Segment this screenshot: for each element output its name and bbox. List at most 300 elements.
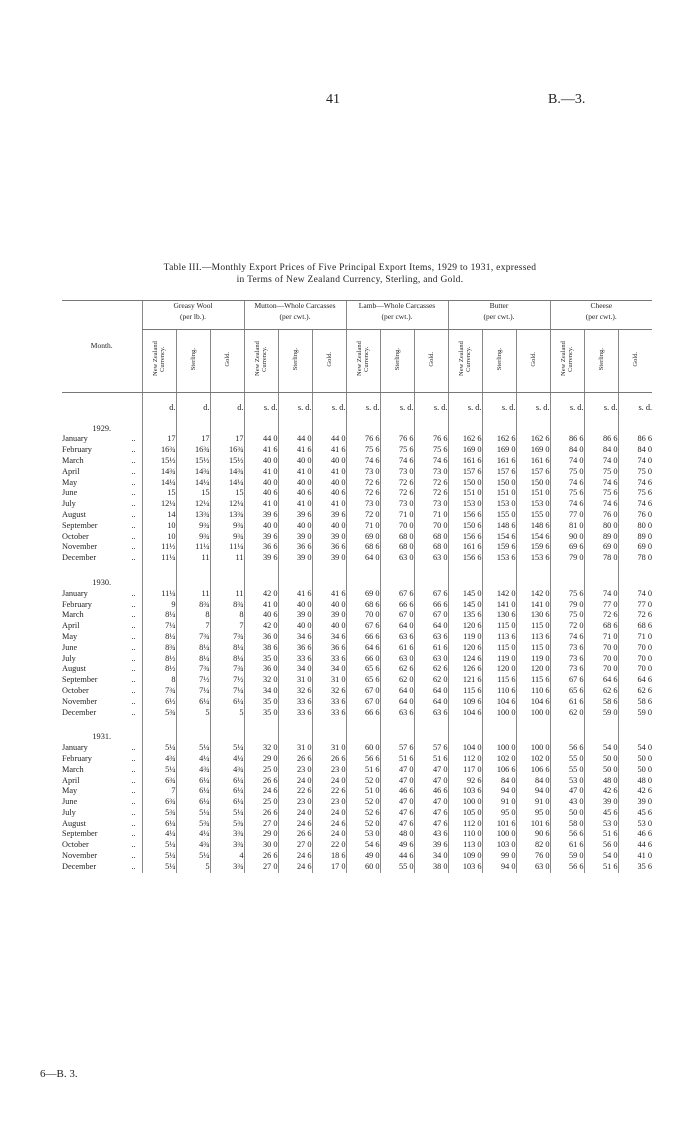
blank-cell [312,718,346,743]
value-cell: 105 0 [448,808,482,819]
year-row [62,414,652,435]
group-header [244,301,346,330]
sub-header [244,330,278,393]
value-cell: 86 6 [550,434,584,445]
value-cell: 73 0 [414,499,448,510]
blank-cell [618,414,652,435]
value-cell: 40 0 [244,456,278,467]
value-cell: 86 6 [618,434,652,445]
value-cell: 13¾ [210,510,244,521]
value-cell: 5 [176,862,210,873]
month-label [62,499,142,510]
value-cell: 47 0 [380,797,414,808]
value-cell: 22 6 [278,786,312,797]
value-cell: 26 6 [244,808,278,819]
leader-dots: .. [131,685,136,695]
value-cell: 77 0 [584,600,618,611]
value-cell: 48 0 [618,776,652,787]
blank-cell [176,564,210,589]
group-header [448,301,550,330]
value-cell: 29 0 [244,829,278,840]
value-cell: 51 6 [380,754,414,765]
value-cell: 115 0 [516,643,550,654]
value-cell: 63 6 [380,632,414,643]
value-cell: 26 6 [312,754,346,765]
blank-cell [380,564,414,589]
sub-header [550,330,584,393]
value-cell: 145 0 [448,600,482,611]
month-name: August [62,664,86,674]
value-cell: 150 0 [516,478,550,489]
value-cell: 153 6 [482,553,516,564]
group-unit: (per cwt.). [483,311,515,321]
value-cell: 32 6 [312,686,346,697]
month-label [62,776,142,787]
blank-cell [278,414,312,435]
value-cell: 7¼ [142,621,176,632]
month-label [62,862,142,873]
value-cell: 70 0 [584,664,618,675]
value-cell: 73 6 [550,664,584,675]
leader-dots: .. [131,531,136,541]
value-cell: 35 0 [244,654,278,665]
value-cell: 45 6 [618,808,652,819]
value-cell: 34 6 [278,632,312,643]
blank-cell [380,718,414,743]
month-name: December [62,861,97,871]
value-cell: 155 0 [516,510,550,521]
value-cell: 75 6 [380,445,414,456]
value-cell: 74 6 [380,456,414,467]
value-cell: 17 [210,434,244,445]
month-name: February [62,599,92,609]
month-name: October [62,685,89,695]
value-cell: 58 0 [550,819,584,830]
value-cell: 100 0 [448,797,482,808]
month-label [62,675,142,686]
value-cell: 76 6 [414,434,448,445]
month-name: April [62,621,80,631]
value-cell: 69 0 [346,589,380,600]
value-cell: 161 6 [448,542,482,553]
value-cell: 17 [142,434,176,445]
month-name: February [62,753,92,763]
value-cell: 67 0 [346,697,380,708]
value-cell: 47 0 [380,765,414,776]
value-cell: 4¼ [210,754,244,765]
value-cell: 7½ [210,675,244,686]
table-row [62,708,652,719]
value-cell: 7½ [176,675,210,686]
value-cell: 5¼ [142,765,176,776]
value-cell: 8¼ [210,654,244,665]
value-cell: 8¼ [210,643,244,654]
value-cell: 150 0 [448,478,482,489]
value-cell: 9¾ [210,521,244,532]
value-cell: 67 6 [550,675,584,686]
value-cell: 8 [142,675,176,686]
month-name: June [62,488,78,498]
value-cell: 104 6 [482,697,516,708]
leader-dots: .. [131,664,136,674]
sub-header [312,330,346,393]
month-name: August [62,818,86,828]
value-cell: 109 0 [448,851,482,862]
table-row [62,829,652,840]
blank-cell [482,414,516,435]
table-row [62,840,652,851]
table-row [62,553,652,564]
value-cell: 120 0 [516,664,550,675]
value-cell: 159 6 [482,542,516,553]
value-cell: 82 0 [516,840,550,851]
sub-header-label: New Zealand Currency. [356,341,371,377]
group-name: Mutton—Whole Carcasses [254,301,336,310]
table-row [62,499,652,510]
value-cell: 72 6 [414,488,448,499]
value-cell: 70 0 [346,610,380,621]
group-name: Lamb—Whole Carcasses [358,301,436,310]
sub-header [142,330,176,393]
blank-cell [414,414,448,435]
month-label [62,643,142,654]
value-cell: 8 [210,610,244,621]
value-cell: 142 0 [482,589,516,600]
leader-dots: .. [131,653,136,663]
month-name: October [62,531,89,541]
table-row [62,610,652,621]
value-cell: 11¼ [210,542,244,553]
value-cell: 11 [210,553,244,564]
value-cell: 5¾ [142,808,176,819]
value-cell: 8¾ [210,600,244,611]
value-cell: 63 0 [414,553,448,564]
month-label [62,632,142,643]
value-cell: 33 6 [278,708,312,719]
value-cell: 67 0 [380,610,414,621]
value-cell: 72 6 [414,478,448,489]
value-cell: 47 6 [414,808,448,819]
value-cell: 8¼ [176,654,210,665]
value-cell: 24 6 [278,862,312,873]
value-cell: 74 0 [618,589,652,600]
value-cell: 14¾ [142,467,176,478]
value-cell: 4¾ [176,765,210,776]
sub-header [448,330,482,393]
value-cell: 100 0 [482,829,516,840]
leader-dots: .. [131,696,136,706]
value-cell: 12¼ [176,499,210,510]
group-unit: (per cwt.). [585,311,617,321]
value-cell: 112 0 [448,819,482,830]
value-cell: 154 6 [482,532,516,543]
group-unit: (per cwt.). [381,311,413,321]
leader-dots: .. [131,553,136,563]
unit-cell: s. d. [346,392,380,413]
blank-cell [176,414,210,435]
leader-dots: .. [131,753,136,763]
value-cell: 113 0 [448,840,482,851]
value-cell: 33 6 [278,697,312,708]
value-cell: 12¼ [142,499,176,510]
value-cell: 24 6 [278,851,312,862]
leader-dots: .. [131,861,136,871]
blank-cell [312,564,346,589]
value-cell: 63 6 [380,708,414,719]
month-name: November [62,542,98,552]
value-cell: 84 0 [482,776,516,787]
value-cell: 92 6 [448,776,482,787]
value-cell: 115 6 [448,686,482,697]
month-name: June [62,797,78,807]
month-name: May [62,786,78,796]
sub-header-label: Gold. [223,351,231,367]
value-cell: 75 6 [550,488,584,499]
table-row [62,456,652,467]
value-cell: 60 0 [346,743,380,754]
value-cell: 15 [176,488,210,499]
table-row [62,434,652,445]
value-cell: 115 6 [516,675,550,686]
value-cell: 58 6 [618,697,652,708]
month-label [62,589,142,600]
value-cell: 115 0 [482,643,516,654]
blank-cell [346,414,380,435]
value-cell: 40 0 [278,621,312,632]
value-cell: 39 6 [244,510,278,521]
month-name: April [62,466,80,476]
sub-header-label: New Zealand Currency. [458,341,473,377]
value-cell: 52 6 [346,808,380,819]
value-cell: 39 6 [244,532,278,543]
value-cell: 5¼ [142,862,176,873]
value-cell: 69 0 [584,542,618,553]
value-cell: 90 6 [516,829,550,840]
sub-header-label: New Zealand Currency. [152,341,166,377]
sub-header-label: Sterling. [291,347,299,371]
month-header: Month. [62,301,142,393]
value-cell: 35 6 [618,862,652,873]
value-cell: 25 0 [244,797,278,808]
value-cell: 15½ [142,456,176,467]
table-row [62,697,652,708]
year-label: 1929. [92,423,112,433]
sub-header-label: Sterling. [393,347,401,371]
value-cell: 45 6 [584,808,618,819]
month-label [62,654,142,665]
month-label [62,488,142,499]
value-cell: 71 0 [380,510,414,521]
leader-dots: .. [131,499,136,509]
value-cell: 161 6 [516,456,550,467]
value-cell: 74 0 [584,456,618,467]
leader-dots: .. [131,797,136,807]
page-reference: B.—3. [548,92,586,107]
value-cell: 57 6 [380,743,414,754]
month-name: July [62,807,76,817]
value-cell: 47 0 [380,776,414,787]
value-cell: 84 0 [550,445,584,456]
blank-cell [244,718,278,743]
table-row [62,797,652,808]
month-label [62,521,142,532]
value-cell: 50 0 [550,808,584,819]
table-row [62,776,652,787]
group-name: Cheese [590,301,613,310]
value-cell: 5¼ [142,743,176,754]
value-cell: 115 6 [482,675,516,686]
value-cell: 47 0 [414,797,448,808]
value-cell: 26 6 [244,776,278,787]
month-name: September [62,829,98,839]
value-cell: 141 0 [482,600,516,611]
value-cell: 5¼ [210,808,244,819]
value-cell: 40 0 [244,478,278,489]
month-label [62,553,142,564]
value-cell: 14¼ [176,478,210,489]
blank-cell [482,564,516,589]
month-name: February [62,445,92,455]
value-cell: 77 0 [618,600,652,611]
value-cell: 130 6 [482,610,516,621]
value-cell: 150 6 [448,521,482,532]
value-cell: 150 0 [482,478,516,489]
value-cell: 71 0 [584,632,618,643]
value-cell: 44 0 [278,434,312,445]
month-name: January [62,588,88,598]
value-cell: 68 0 [414,532,448,543]
value-cell: 6¼ [210,786,244,797]
value-cell: 7 [210,621,244,632]
value-cell: 63 0 [516,862,550,873]
value-cell: 69 0 [618,542,652,553]
value-cell: 75 6 [550,589,584,600]
sub-header-label: Gold. [529,351,537,367]
value-cell: 55 0 [550,765,584,776]
value-cell: 11¼ [176,542,210,553]
value-cell: 51 6 [346,765,380,776]
month-name: April [62,775,80,785]
value-cell: 106 6 [482,765,516,776]
value-cell: 104 0 [448,743,482,754]
value-cell: 26 6 [278,829,312,840]
value-cell: 51 6 [584,829,618,840]
blank-cell [618,718,652,743]
unit-cell: s. d. [550,392,584,413]
value-cell: 113 6 [482,632,516,643]
value-cell: 6½ [142,697,176,708]
value-cell: 48 0 [584,776,618,787]
value-cell: 6¾ [142,797,176,808]
value-cell: 25 0 [244,765,278,776]
leader-dots: .. [131,610,136,620]
value-cell: 76 0 [618,510,652,521]
blank-cell [482,718,516,743]
value-cell: 6¼ [210,697,244,708]
month-label [62,743,142,754]
value-cell: 103 6 [448,786,482,797]
value-cell: 120 6 [448,621,482,632]
blank-cell [618,564,652,589]
blank-cell [244,414,278,435]
table-row [62,510,652,521]
value-cell: 154 6 [516,532,550,543]
value-cell: 31 0 [312,743,346,754]
value-cell: 65 6 [346,664,380,675]
value-cell: 75 0 [550,610,584,621]
value-cell: 79 0 [550,553,584,564]
value-cell: 73 0 [380,467,414,478]
sub-header [176,330,210,393]
value-cell: 76 0 [584,510,618,521]
value-cell: 153 0 [516,499,550,510]
table-row [62,478,652,489]
table-row [62,664,652,675]
month-name: July [62,653,76,663]
value-cell: 14¾ [176,467,210,478]
table-row [62,643,652,654]
month-label [62,819,142,830]
value-cell: 126 6 [448,664,482,675]
value-cell: 74 6 [584,499,618,510]
value-cell: 153 0 [448,499,482,510]
value-cell: 23 0 [312,765,346,776]
month-name: March [62,764,84,774]
value-cell: 70 0 [618,643,652,654]
value-cell: 40 0 [312,621,346,632]
value-cell: 31 0 [278,743,312,754]
value-cell: 55 0 [550,754,584,765]
value-cell: 36 6 [244,542,278,553]
value-cell: 100 0 [482,743,516,754]
value-cell: 40 0 [312,456,346,467]
value-cell: 14¼ [210,478,244,489]
month-label [62,840,142,851]
value-cell: 8½ [142,654,176,665]
value-cell: 70 0 [584,654,618,665]
value-cell: 39 6 [414,840,448,851]
value-cell: 39 0 [312,610,346,621]
value-cell: 169 0 [482,445,516,456]
value-cell: 64 0 [380,697,414,708]
blank-cell [142,718,176,743]
group-unit: (per lb.). [179,311,207,321]
value-cell: 67 6 [380,589,414,600]
leader-dots: .. [131,786,136,796]
value-cell: 157 6 [482,467,516,478]
value-cell: 4¾ [142,754,176,765]
value-cell: 70 0 [618,664,652,675]
value-cell: 110 0 [448,829,482,840]
value-cell: 8¼ [142,632,176,643]
value-cell: 18 6 [312,851,346,862]
value-cell: 115 0 [516,621,550,632]
month-name: June [62,642,78,652]
value-cell: 74 6 [584,478,618,489]
value-cell: 68 0 [380,532,414,543]
value-cell: 157 6 [516,467,550,478]
value-cell: 40 0 [278,478,312,489]
value-cell: 161 6 [448,456,482,467]
value-cell: 74 6 [550,632,584,643]
value-cell: 4¼ [142,829,176,840]
value-cell: 14 [142,510,176,521]
value-cell: 52 0 [346,819,380,830]
value-cell: 156 6 [448,510,482,521]
value-cell: 39 0 [584,797,618,808]
value-cell: 74 0 [550,456,584,467]
value-cell: 50 0 [618,754,652,765]
